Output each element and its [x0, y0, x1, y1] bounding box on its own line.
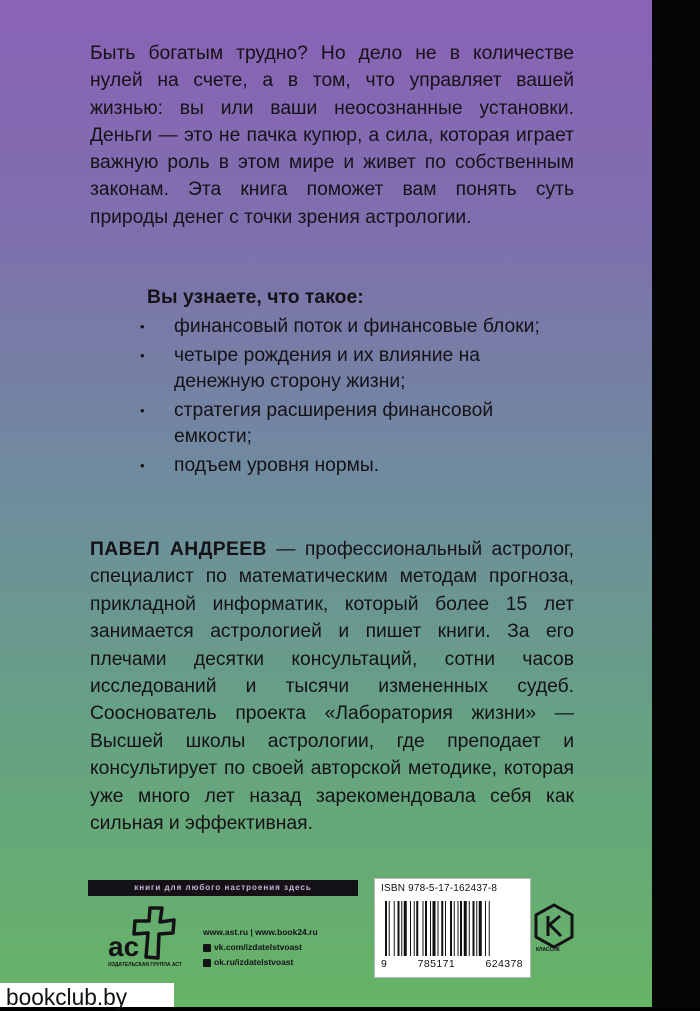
imprint-logo	[532, 902, 576, 950]
barcode-bar	[485, 901, 486, 956]
logo-subtitle: ИЗДАТЕЛЬСКАЯ ГРУППА АСТ	[108, 962, 182, 968]
author-bio: — профессиональный астролог, специалист по математическим методам прогноза, прикладной информатик, который более 15 лет занимается астрологией и пишет книги. За его плечами десятки консультаций, сотни часов исследований и тысячи измененных судеб. Сооснователь проекта «Лаборатория жизни» — Высшей школы астрологии, где преподает и консультирует по своей авторской методике, которая уже много лет назад зарекомендовала себя как сильная и эффективная.	[90, 539, 574, 835]
isbn-barcode-box	[374, 878, 531, 978]
barcode-bar	[389, 901, 390, 956]
barcode-bar	[445, 901, 446, 956]
barcode-bar	[450, 901, 452, 956]
list-item: • подъем уровня нормы.	[140, 453, 540, 479]
barcode-bar	[454, 901, 455, 956]
barcode-bar	[385, 901, 387, 956]
ok-line[interactable]: ok.ru/izdatelstvoast	[203, 955, 318, 970]
barcode-bar	[416, 901, 418, 956]
barcode-bar	[401, 901, 402, 956]
intro-paragraph: Быть богатым трудно? Но дело не в количестве нулей на счете, а в том, что управляет вашей жизнью: вы или ваши неосознанные установки. Деньги — это не пачка купюр, а сила, которая играет важную роль в этом мире и живет по собственным законам. Эта книга поможет вам понять суть природы денег с точки зрения астрологии.	[90, 43, 574, 228]
publisher-links	[203, 925, 318, 970]
barcode-bar	[404, 901, 407, 956]
barcode-bar	[479, 901, 482, 956]
author-paragraph	[90, 536, 574, 837]
svg-text:ас: ас	[108, 931, 140, 962]
barcode-bar	[394, 901, 395, 956]
learn-list	[140, 314, 540, 482]
imprint-label: КЛАССИК	[536, 947, 560, 953]
barcode	[385, 901, 519, 956]
author-name: ПАВЕЛ АНДРЕЕВ	[90, 539, 267, 560]
barcode-bar	[476, 901, 477, 956]
barcode-digits: 9 785171 624378	[381, 958, 523, 970]
barcode-bar	[473, 901, 475, 956]
barcode-bar	[425, 901, 427, 956]
barcode-bar	[458, 901, 459, 956]
barcode-bar	[433, 901, 436, 956]
barcode-bar	[423, 901, 424, 956]
vk-icon	[203, 944, 211, 952]
ast-logo	[102, 900, 184, 970]
barcode-bar	[438, 901, 439, 956]
barcode-bar	[410, 901, 411, 956]
barcode-bar	[464, 901, 467, 956]
barcode-bar	[469, 901, 470, 956]
learn-heading: Вы узнаете, что такое:	[147, 286, 364, 308]
barcode-bar	[460, 901, 462, 956]
barcode-bar	[441, 901, 443, 956]
list-item: • четыре рождения и их влияние на денежную сторону жизни;	[140, 343, 540, 395]
barcode-bar	[430, 901, 431, 956]
barcode-bar	[414, 901, 415, 956]
barcode-bar	[489, 901, 490, 956]
vk-line[interactable]: vk.com/izdatelstvoast	[203, 940, 318, 955]
isbn-label: ISBN 978-5-17-162437-8	[381, 883, 498, 894]
publisher-tagline: книги для любого настроения здесь	[88, 880, 358, 896]
list-item: • стратегия расширения финансовой емкости;	[140, 398, 540, 450]
barcode-bar	[398, 901, 400, 956]
ok-icon	[203, 959, 211, 967]
page-edge	[652, 0, 700, 1007]
watermark: bookclub.by	[0, 983, 174, 1007]
sites-line[interactable]: www.ast.ru | www.book24.ru	[203, 927, 318, 937]
list-item: • финансовый поток и финансовые блоки;	[140, 314, 540, 340]
